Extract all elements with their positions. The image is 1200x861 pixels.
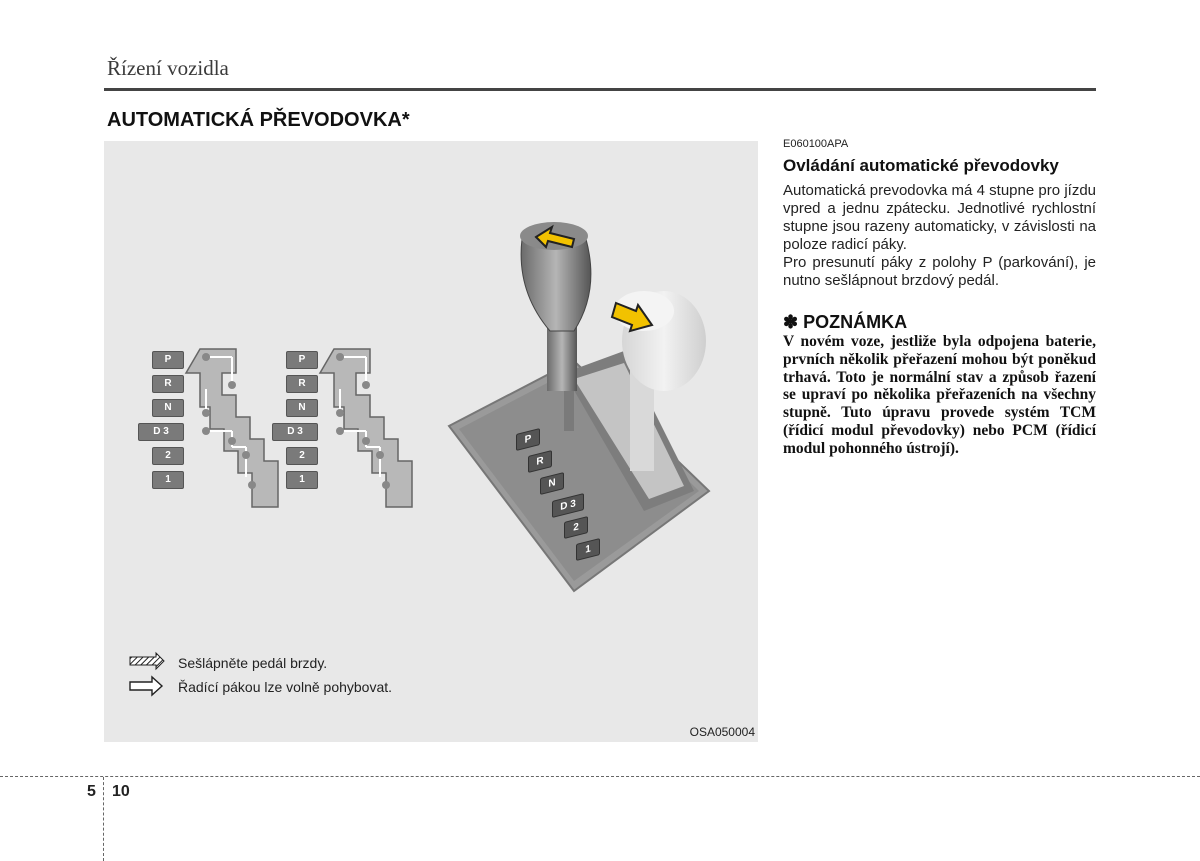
legend-brake-text: Sešlápněte pedál brzdy. <box>178 655 328 671</box>
gear-label-d3-1: D 3 <box>138 423 184 441</box>
section-code: E060100APA <box>783 138 849 150</box>
console-gear-label-2: 2 <box>564 516 588 539</box>
gear-label-2-1: 2 <box>152 447 184 465</box>
console-gear-label-p: P <box>516 428 540 451</box>
hatched-arrow-icon <box>130 653 164 669</box>
footer-divider <box>103 777 104 861</box>
gear-label-2-2: 2 <box>286 447 318 465</box>
footer-rule <box>0 776 1200 777</box>
outline-arrow-icon <box>130 677 162 695</box>
gear-shift-illustration <box>104 141 758 742</box>
gear-label-n-1: N <box>152 399 184 417</box>
chapter-title: Řízení vozidla <box>107 56 229 80</box>
console-gear-label-d3: D 3 <box>552 493 584 518</box>
gear-label-r-2: R <box>286 375 318 393</box>
note-title: ✽ POZNÁMKA <box>783 312 908 332</box>
gate-diagram-1 <box>186 349 278 507</box>
gear-label-n-2: N <box>286 399 318 417</box>
gear-shift-figure <box>104 141 758 742</box>
gear-label-r-1: R <box>152 375 184 393</box>
subsection-title: Ovládání automatické převodovky <box>783 156 1059 175</box>
gear-label-1-1: 1 <box>152 471 184 489</box>
right-column <box>783 138 1096 458</box>
note-body: V novém voze, jestliže byla odpojena baterie, prvních několik přeřazení mohou být poněkud trhavá. Toto je normální stav a způsob řazení se upraví po několika přeřazeních na všechny stupně. Tuto úpravu provede systém TCM (řídicí modul převodovky) nebo PCM (řídicí modul pohonného ústrojí). <box>783 333 1096 457</box>
console-gear-label-n: N <box>540 472 564 495</box>
paragraph-1: Automatická prevodovka má 4 stupne pro jízdu vpred a jednu zpátecku. Jednotlivé rychlostní stupne jsou razeny automaticky, v závislosti na poloze radicí páky. <box>783 182 1096 253</box>
section-title: AUTOMATICKÁ PŘEVODOVKA* <box>107 109 410 131</box>
console-gear-label-r: R <box>528 450 552 473</box>
gear-label-p-2: P <box>286 351 318 369</box>
figure-code: OSA050004 <box>689 725 755 739</box>
chapter-number: 5 <box>87 783 96 800</box>
header-rule <box>104 88 1096 91</box>
console-gear-label-1: 1 <box>576 538 600 561</box>
page-number: 10 <box>112 783 130 800</box>
gear-label-1-2: 1 <box>286 471 318 489</box>
paragraph-2: Pro presunutí páky z polohy P (parkování), je nutno sešlápnout brzdový pedál. <box>783 254 1096 289</box>
gate-diagram-2 <box>320 349 412 507</box>
gear-label-p-1: P <box>152 351 184 369</box>
gear-label-d3-2: D 3 <box>272 423 318 441</box>
legend-free-move-text: Řadící pákou lze volně pohybovat. <box>178 679 393 695</box>
